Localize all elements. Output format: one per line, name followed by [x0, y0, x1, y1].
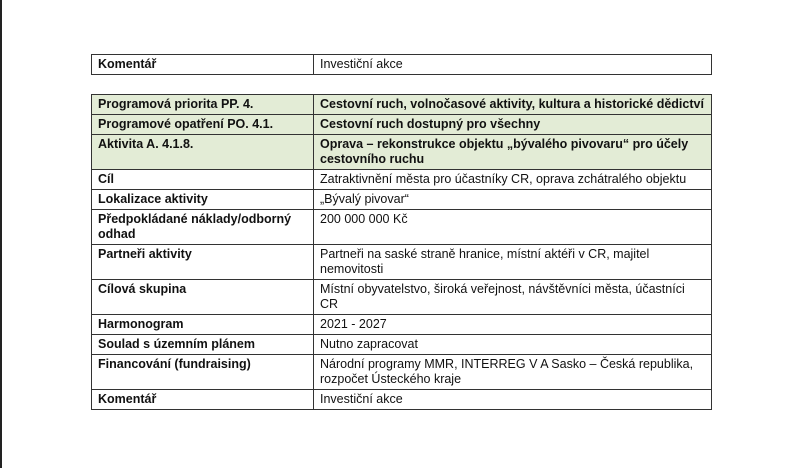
comment-table-top — [91, 54, 712, 75]
table-row — [92, 245, 712, 280]
row-label: Komentář — [92, 390, 314, 410]
table-row-measure — [92, 115, 712, 135]
row-value: „Bývalý pivovar“ — [314, 190, 712, 210]
row-value: 2021 - 2027 — [314, 315, 712, 335]
table-row-activity — [92, 135, 712, 170]
row-label: Partneři aktivity — [92, 245, 314, 280]
row-value: Investiční akce — [314, 390, 712, 410]
table-row — [92, 355, 712, 390]
row-value: Nutno zapracovat — [314, 335, 712, 355]
row-value: Národní programy MMR, INTERREG V A Sasko – Česká republika, rozpočet Ústeckého kraje — [314, 355, 712, 390]
row-value: 200 000 000 Kč — [314, 210, 712, 245]
table-row-priority — [92, 95, 712, 115]
row-value: Místní obyvatelstvo, široká veřejnost, návštěvníci města, účastníci CR — [314, 280, 712, 315]
row-label: Soulad s územním plánem — [92, 335, 314, 355]
row-label: Lokalizace aktivity — [92, 190, 314, 210]
row-label: Cílová skupina — [92, 280, 314, 315]
row-value: Partneři na saské straně hranice, místní aktéři v CR, majitel nemovitosti — [314, 245, 712, 280]
table-row — [92, 210, 712, 245]
row-label: Financování (fundraising) — [92, 355, 314, 390]
table-row — [92, 390, 712, 410]
row-value: Oprava – rekonstrukce objektu „bývalého pivovaru“ pro účely cestovního ruchu — [314, 135, 712, 170]
row-value: Cestovní ruch, volnočasové aktivity, kultura a historické dědictví — [314, 95, 712, 115]
row-label: Programová priorita PP. 4. — [92, 95, 314, 115]
page-left-edge — [0, 0, 2, 468]
table-row — [92, 335, 712, 355]
table-row — [92, 55, 712, 75]
row-label: Předpokládané náklady/odborný odhad — [92, 210, 314, 245]
row-value: Investiční akce — [314, 55, 712, 75]
table-row — [92, 190, 712, 210]
row-value: Cestovní ruch dostupný pro všechny — [314, 115, 712, 135]
table-row — [92, 170, 712, 190]
row-label: Komentář — [92, 55, 314, 75]
row-label: Cíl — [92, 170, 314, 190]
row-label: Aktivita A. 4.1.8. — [92, 135, 314, 170]
row-label: Programové opatření PO. 4.1. — [92, 115, 314, 135]
row-label: Harmonogram — [92, 315, 314, 335]
table-row — [92, 315, 712, 335]
row-value: Zatraktivnění města pro účastníky CR, oprava zchátralého objektu — [314, 170, 712, 190]
activity-table — [91, 94, 712, 410]
table-row — [92, 280, 712, 315]
